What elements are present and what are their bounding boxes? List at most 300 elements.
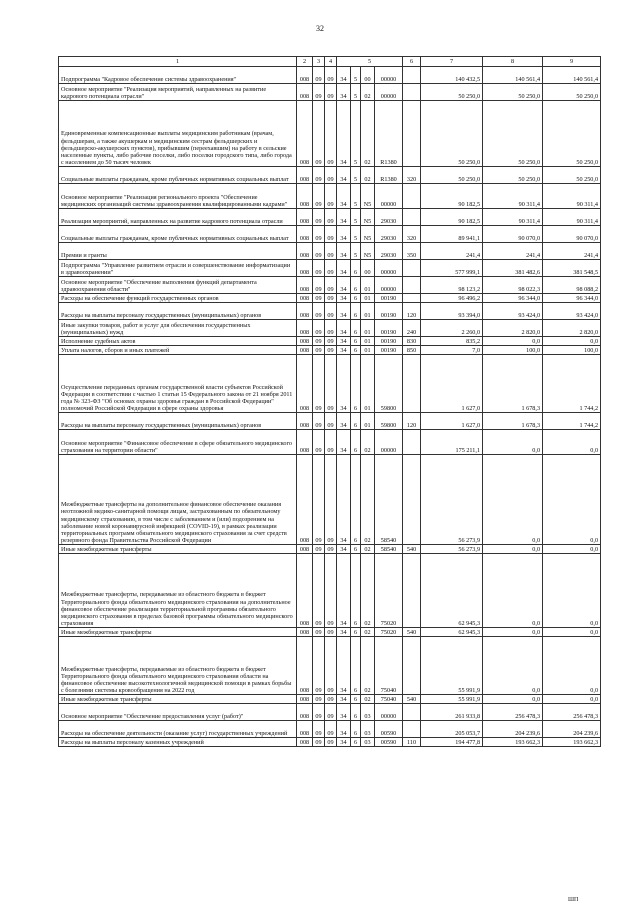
row-cell: 09 <box>325 554 337 628</box>
row-cell: 00590 <box>375 721 403 738</box>
row-cell: 03 <box>361 721 375 738</box>
row-cell: 00000 <box>375 430 403 455</box>
row-cell: 008 <box>297 337 313 346</box>
row-cell <box>403 260 421 277</box>
row-cell: 09 <box>325 226 337 243</box>
row-cell <box>403 277 421 294</box>
row-cell: 98 123,2 <box>421 277 483 294</box>
row-cell: 008 <box>297 545 313 554</box>
row-label: Межбюджетные трансферты, передаваемые из областного бюджета в бюджет Территориального фонда обязательного медицинского страхования на дополнительное финансовое обеспечение реализации территориальной программы обязательного медицинского страхования в пределах базовой программы обязательного медицинского страхования <box>59 554 297 628</box>
row-cell: 09 <box>313 704 325 721</box>
table-row <box>59 337 601 346</box>
row-cell: 09 <box>325 346 337 355</box>
table-row <box>59 721 601 738</box>
row-cell: 09 <box>313 355 325 413</box>
row-cell: 75040 <box>375 637 403 695</box>
row-cell: 00190 <box>375 346 403 355</box>
budget-table <box>58 56 601 747</box>
row-cell: 75040 <box>375 695 403 704</box>
header-cell: 5 <box>337 57 403 67</box>
row-cell: 50 250,0 <box>543 84 601 101</box>
row-cell <box>403 209 421 226</box>
row-cell: 008 <box>297 167 313 184</box>
table-row <box>59 209 601 226</box>
row-cell: R1380 <box>375 167 403 184</box>
row-cell: 008 <box>297 554 313 628</box>
row-cell: 34 <box>337 84 351 101</box>
row-label: Расходы на выплаты персоналу казенных учреждений <box>59 738 297 747</box>
row-cell: 0,0 <box>543 545 601 554</box>
row-cell: 00190 <box>375 320 403 337</box>
row-cell: 34 <box>337 430 351 455</box>
row-cell: 320 <box>403 226 421 243</box>
row-cell: 577 999,1 <box>421 260 483 277</box>
row-cell: 008 <box>297 226 313 243</box>
row-cell: 09 <box>313 430 325 455</box>
row-cell: 008 <box>297 346 313 355</box>
row-cell <box>403 101 421 167</box>
row-cell: 6 <box>351 545 361 554</box>
row-cell: 34 <box>337 260 351 277</box>
row-cell: 09 <box>325 695 337 704</box>
row-cell: 6 <box>351 721 361 738</box>
row-cell: 0,0 <box>543 695 601 704</box>
row-cell: N5 <box>361 243 375 260</box>
row-cell: 09 <box>325 101 337 167</box>
row-cell: 00190 <box>375 294 403 303</box>
table-row <box>59 243 601 260</box>
row-cell: 008 <box>297 209 313 226</box>
row-cell: 34 <box>337 346 351 355</box>
row-cell: 850 <box>403 346 421 355</box>
row-cell: 140 561,4 <box>543 67 601 84</box>
row-cell: 34 <box>337 355 351 413</box>
row-cell: 09 <box>313 695 325 704</box>
row-cell: 02 <box>361 545 375 554</box>
row-cell: 55 991,9 <box>421 637 483 695</box>
row-cell <box>403 554 421 628</box>
row-cell: 0,0 <box>483 430 543 455</box>
row-label: Реализация мероприятий, направленных на развитие кадрового потенциала отрасли <box>59 209 297 226</box>
row-cell: R1380 <box>375 101 403 167</box>
header-cell: 7 <box>421 57 483 67</box>
row-cell: 241,4 <box>483 243 543 260</box>
row-cell: 34 <box>337 184 351 209</box>
row-cell: 29030 <box>375 209 403 226</box>
row-cell: 2 820,0 <box>543 320 601 337</box>
row-label: Социальные выплаты гражданам, кроме публичных нормативных социальных выплат <box>59 167 297 184</box>
row-cell <box>403 637 421 695</box>
row-cell: 90 311,4 <box>483 184 543 209</box>
row-cell: 110 <box>403 738 421 747</box>
row-cell: 193 662,3 <box>483 738 543 747</box>
row-cell: N5 <box>361 184 375 209</box>
row-cell: 09 <box>313 413 325 430</box>
row-cell: 09 <box>325 167 337 184</box>
row-cell: 09 <box>313 320 325 337</box>
row-cell: 6 <box>351 628 361 637</box>
row-cell: 09 <box>313 455 325 545</box>
row-cell: 240 <box>403 320 421 337</box>
row-cell: 09 <box>313 101 325 167</box>
row-cell: 09 <box>325 320 337 337</box>
row-cell: 0,0 <box>483 554 543 628</box>
row-cell <box>403 704 421 721</box>
table-row <box>59 167 601 184</box>
header-cell: 2 <box>297 57 313 67</box>
row-cell: 1 627,0 <box>421 413 483 430</box>
row-cell: 008 <box>297 101 313 167</box>
row-cell: 09 <box>325 430 337 455</box>
row-cell: 62 945,3 <box>421 554 483 628</box>
row-cell: 0,0 <box>543 637 601 695</box>
row-cell: 34 <box>337 67 351 84</box>
row-cell: 01 <box>361 413 375 430</box>
row-cell: 00 <box>361 260 375 277</box>
row-cell: 008 <box>297 455 313 545</box>
row-cell: 00000 <box>375 67 403 84</box>
row-cell: 00000 <box>375 184 403 209</box>
row-label: Основное мероприятие "Реализация мероприятий, направленных на развитие кадрового потенциала отрасли" <box>59 84 297 101</box>
row-cell: 008 <box>297 413 313 430</box>
row-cell: 2 820,0 <box>483 320 543 337</box>
table-row <box>59 355 601 413</box>
row-label: Иные межбюджетные трансферты <box>59 628 297 637</box>
table-row <box>59 346 601 355</box>
row-cell: 5 <box>351 67 361 84</box>
row-cell: N5 <box>361 226 375 243</box>
row-cell: 50 250,0 <box>543 101 601 167</box>
table-row <box>59 67 601 84</box>
row-cell: 90 311,4 <box>543 209 601 226</box>
row-cell: 6 <box>351 704 361 721</box>
row-cell: 6 <box>351 260 361 277</box>
row-cell: 0,0 <box>543 337 601 346</box>
row-cell: 6 <box>351 637 361 695</box>
row-cell: 540 <box>403 628 421 637</box>
table-row <box>59 637 601 695</box>
row-label: Межбюджетные трансферты на дополнительное финансовое обеспечение оказания неотложной медико-санитарной помощи лицам, застрахованным по обязательному медицинскому страхованию, в том числе с заболеванием и (или) подозрением на заболевание новой коронавирусной инфекцией (COVID-19), в рамках реализации территориальных программ обязательного медицинского страхования за счет средств резервного фонда Правительства Российской Федерации <box>59 455 297 545</box>
row-cell: 540 <box>403 695 421 704</box>
table-row <box>59 294 601 303</box>
row-cell: 01 <box>361 337 375 346</box>
row-cell: 09 <box>325 721 337 738</box>
footer-mark: ШП <box>568 897 579 903</box>
row-cell <box>403 455 421 545</box>
row-cell: 0,0 <box>543 430 601 455</box>
row-cell <box>403 355 421 413</box>
row-cell: 008 <box>297 628 313 637</box>
header-cell: 4 <box>325 57 337 67</box>
row-cell: 6 <box>351 695 361 704</box>
header-cell: 6 <box>403 57 421 67</box>
header-cell: 1 <box>59 57 297 67</box>
row-label: Расходы на выплаты персоналу государственных (муниципальных) органов <box>59 303 297 320</box>
row-cell: 09 <box>325 277 337 294</box>
row-cell: 6 <box>351 455 361 545</box>
row-cell: 59800 <box>375 355 403 413</box>
row-cell: 34 <box>337 337 351 346</box>
row-cell: 09 <box>325 243 337 260</box>
row-cell <box>403 430 421 455</box>
row-cell: 09 <box>313 243 325 260</box>
row-cell: 193 662,3 <box>543 738 601 747</box>
row-cell: 09 <box>313 84 325 101</box>
table-row <box>59 101 601 167</box>
row-cell: 0,0 <box>483 695 543 704</box>
row-label: Социальные выплаты гражданам, кроме публичных нормативных социальных выплат <box>59 226 297 243</box>
row-cell: 261 933,8 <box>421 704 483 721</box>
row-cell: 34 <box>337 277 351 294</box>
row-cell: 09 <box>325 738 337 747</box>
row-cell: 008 <box>297 430 313 455</box>
row-cell: 09 <box>313 167 325 184</box>
row-label: Расходы на выплаты персоналу государственных (муниципальных) органов <box>59 413 297 430</box>
row-cell: 120 <box>403 303 421 320</box>
row-cell: 09 <box>313 67 325 84</box>
row-cell: 0,0 <box>483 455 543 545</box>
row-cell: 241,4 <box>543 243 601 260</box>
row-cell: 09 <box>313 637 325 695</box>
row-cell: 008 <box>297 637 313 695</box>
row-label: Основное мероприятие "Финансовое обеспечение в сфере обязательного медицинского страхования на территории области" <box>59 430 297 455</box>
row-cell: 09 <box>313 545 325 554</box>
row-label: Уплата налогов, сборов и иных платежей <box>59 346 297 355</box>
row-cell: 09 <box>313 184 325 209</box>
row-cell: 56 273,9 <box>421 455 483 545</box>
table-row <box>59 320 601 337</box>
row-cell: 6 <box>351 738 361 747</box>
row-cell: 00 <box>361 67 375 84</box>
row-cell: 96 496,2 <box>421 294 483 303</box>
row-cell: 50 250,0 <box>483 101 543 167</box>
row-cell: 09 <box>325 260 337 277</box>
row-cell: 008 <box>297 704 313 721</box>
row-cell: 09 <box>313 303 325 320</box>
row-cell: 90 182,5 <box>421 184 483 209</box>
table-row <box>59 303 601 320</box>
row-cell: 194 477,8 <box>421 738 483 747</box>
row-cell: 6 <box>351 320 361 337</box>
table-row <box>59 184 601 209</box>
row-cell: 5 <box>351 184 361 209</box>
row-label: Основное мероприятие "Обеспечение предоставления услуг (работ)" <box>59 704 297 721</box>
row-cell: 5 <box>351 101 361 167</box>
row-cell: 09 <box>325 355 337 413</box>
row-cell: 09 <box>325 455 337 545</box>
row-cell: 00590 <box>375 738 403 747</box>
row-cell: 120 <box>403 413 421 430</box>
row-cell: 50 250,0 <box>421 84 483 101</box>
row-cell: 02 <box>361 84 375 101</box>
row-cell: 01 <box>361 294 375 303</box>
row-cell: 09 <box>313 554 325 628</box>
row-cell: 09 <box>313 277 325 294</box>
row-cell: 02 <box>361 430 375 455</box>
row-cell: 830 <box>403 337 421 346</box>
row-label: Расходы на обеспечение деятельности (оказание услуг) государственных учреждений <box>59 721 297 738</box>
row-cell: 09 <box>325 637 337 695</box>
row-label: Расходы на обеспечение функций государственных органов <box>59 294 297 303</box>
table-row <box>59 554 601 628</box>
row-cell: 204 239,6 <box>483 721 543 738</box>
row-cell: 34 <box>337 303 351 320</box>
row-cell: 6 <box>351 355 361 413</box>
row-cell: 100,0 <box>543 346 601 355</box>
row-cell: 90 311,4 <box>483 209 543 226</box>
row-cell: 5 <box>351 167 361 184</box>
row-cell: 90 070,0 <box>483 226 543 243</box>
row-cell: 1 744,2 <box>543 355 601 413</box>
row-cell: 09 <box>325 303 337 320</box>
row-cell: 5 <box>351 209 361 226</box>
row-cell: 00000 <box>375 84 403 101</box>
row-cell: 09 <box>325 628 337 637</box>
row-cell: 58540 <box>375 545 403 554</box>
row-cell: 6 <box>351 277 361 294</box>
row-cell: 34 <box>337 637 351 695</box>
row-cell: 96 344,0 <box>483 294 543 303</box>
row-cell: 2 260,0 <box>421 320 483 337</box>
row-cell: 09 <box>313 738 325 747</box>
row-cell: 008 <box>297 294 313 303</box>
row-cell: 256 478,3 <box>483 704 543 721</box>
row-cell: 34 <box>337 738 351 747</box>
row-cell: 00000 <box>375 260 403 277</box>
row-cell: 50 250,0 <box>421 101 483 167</box>
row-label: Подпрограмма "Управление развитием отрасли и совершенствование информатизации в здравоохранении" <box>59 260 297 277</box>
row-cell: 50 250,0 <box>543 167 601 184</box>
row-cell: 34 <box>337 704 351 721</box>
table-row <box>59 545 601 554</box>
row-cell: 62 945,3 <box>421 628 483 637</box>
row-cell: 100,0 <box>483 346 543 355</box>
row-cell: 34 <box>337 455 351 545</box>
row-cell: 50 250,0 <box>483 167 543 184</box>
row-cell: 5 <box>351 226 361 243</box>
row-cell: 01 <box>361 355 375 413</box>
row-cell: 256 478,3 <box>543 704 601 721</box>
header-cell: 8 <box>483 57 543 67</box>
row-cell: 02 <box>361 628 375 637</box>
row-cell: 75020 <box>375 628 403 637</box>
row-cell <box>403 184 421 209</box>
row-cell: 0,0 <box>483 637 543 695</box>
row-cell: 320 <box>403 167 421 184</box>
row-cell: 50 250,0 <box>483 84 543 101</box>
row-cell: 93 424,0 <box>543 303 601 320</box>
row-cell: 09 <box>325 184 337 209</box>
row-cell: 01 <box>361 320 375 337</box>
row-cell: 6 <box>351 554 361 628</box>
row-cell: 01 <box>361 277 375 294</box>
row-cell: 02 <box>361 695 375 704</box>
row-cell: 34 <box>337 209 351 226</box>
row-cell: 75020 <box>375 554 403 628</box>
table-row <box>59 84 601 101</box>
row-cell: 09 <box>325 294 337 303</box>
row-cell: 1 627,0 <box>421 355 483 413</box>
row-cell: 34 <box>337 101 351 167</box>
row-cell: 09 <box>325 84 337 101</box>
row-cell: 7,0 <box>421 346 483 355</box>
row-cell: 93 424,0 <box>483 303 543 320</box>
row-cell: 1 678,3 <box>483 413 543 430</box>
row-cell: 09 <box>313 260 325 277</box>
row-cell: 34 <box>337 554 351 628</box>
row-cell: 03 <box>361 704 375 721</box>
row-cell: 540 <box>403 545 421 554</box>
row-cell: 59800 <box>375 413 403 430</box>
row-cell: 34 <box>337 545 351 554</box>
row-cell: 008 <box>297 67 313 84</box>
row-cell: 09 <box>313 337 325 346</box>
table-row <box>59 260 601 277</box>
row-cell: 90 070,0 <box>543 226 601 243</box>
header-cell: 3 <box>313 57 325 67</box>
row-cell: 90 311,4 <box>543 184 601 209</box>
table-row <box>59 226 601 243</box>
row-cell: 175 211,1 <box>421 430 483 455</box>
table-row <box>59 413 601 430</box>
row-cell: 03 <box>361 738 375 747</box>
row-label: Основное мероприятие "Обеспечение выполнения функций департамента здравоохранения области" <box>59 277 297 294</box>
row-cell: 96 344,0 <box>543 294 601 303</box>
row-cell: 00000 <box>375 704 403 721</box>
row-cell: 140 432,5 <box>421 67 483 84</box>
row-cell: 00000 <box>375 277 403 294</box>
row-cell: 98 088,2 <box>543 277 601 294</box>
row-cell: 0,0 <box>543 455 601 545</box>
row-cell <box>403 294 421 303</box>
row-label: Осуществление переданных органам государственной власти субъектов Российской Федерации в соответствии с частью 1 статьи 15 Федерального закона от 21 ноября 2011 года № 323-ФЗ "Об основах охраны здоровья граждан в Российской Федерации" полномочий Российской Федерации в сфере охраны здоровья <box>59 355 297 413</box>
table-header-row <box>59 57 601 67</box>
header-cell: 9 <box>543 57 601 67</box>
row-cell: 90 182,5 <box>421 209 483 226</box>
row-cell: 008 <box>297 695 313 704</box>
row-cell: 6 <box>351 346 361 355</box>
row-label: Иные межбюджетные трансферты <box>59 695 297 704</box>
row-cell: 02 <box>361 637 375 695</box>
row-cell: 02 <box>361 455 375 545</box>
row-cell: 89 941,1 <box>421 226 483 243</box>
row-cell: 6 <box>351 413 361 430</box>
row-cell: 1 744,2 <box>543 413 601 430</box>
row-cell: 09 <box>325 704 337 721</box>
table-row <box>59 695 601 704</box>
row-cell: 34 <box>337 226 351 243</box>
row-cell: 008 <box>297 320 313 337</box>
row-cell: N5 <box>361 209 375 226</box>
row-cell: 34 <box>337 320 351 337</box>
row-cell: 00190 <box>375 337 403 346</box>
row-label: Иные закупки товаров, работ и услуг для обеспечения государственных (муниципальных) нужд <box>59 320 297 337</box>
row-label: Основное мероприятие "Реализация регионального проекта "Обеспечение медицинских организаций системы здравоохранения квалифицированными кадрами" <box>59 184 297 209</box>
row-cell <box>403 67 421 84</box>
row-cell: 34 <box>337 167 351 184</box>
row-cell: 008 <box>297 721 313 738</box>
row-cell <box>403 721 421 738</box>
row-cell: 34 <box>337 721 351 738</box>
row-cell: 008 <box>297 84 313 101</box>
row-cell: 008 <box>297 303 313 320</box>
row-cell: 50 250,0 <box>421 167 483 184</box>
row-cell: 1 678,3 <box>483 355 543 413</box>
row-label: Подпрограмма "Кадровое обеспечение системы здравоохранения" <box>59 67 297 84</box>
table-row <box>59 738 601 747</box>
row-cell: 00190 <box>375 303 403 320</box>
row-cell: 93 394,0 <box>421 303 483 320</box>
